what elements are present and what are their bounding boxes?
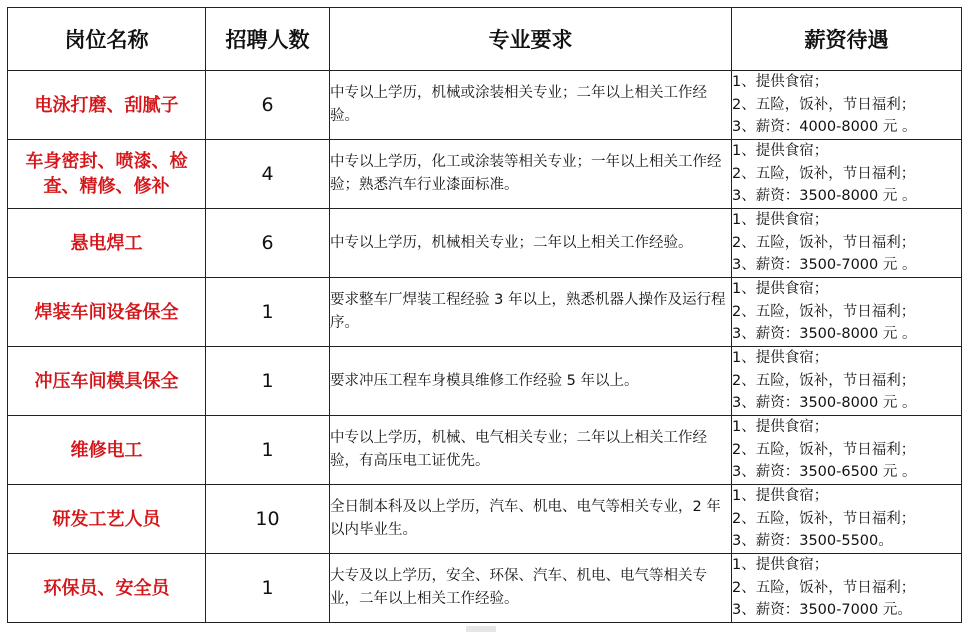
benefit-line: 1、提供食宿；	[732, 350, 829, 367]
benefits-cell	[732, 416, 962, 485]
benefits-cell	[732, 554, 962, 623]
benefits-cell	[732, 140, 962, 209]
hire-count: 6	[206, 71, 330, 140]
benefit-line: 2、五险，饭补，节日福利；	[732, 96, 916, 113]
hire-count: 4	[206, 140, 330, 209]
benefit-line: 1、提供食宿；	[732, 212, 829, 229]
benefits-cell	[732, 71, 962, 140]
benefits-cell	[732, 209, 962, 278]
requirements-text: 全日制本科及以上学历，汽车、机电、电气等相关专业，2 年以内毕业生。	[330, 485, 732, 554]
benefit-line: 2、五险，饭补，节日福利；	[732, 234, 916, 251]
benefit-line: 3、薪资：3500-7000 元。	[732, 602, 912, 619]
benefit-line: 1、提供食宿；	[732, 419, 829, 436]
table-row	[8, 209, 962, 278]
benefit-line: 2、五险，饭补，节日福利；	[732, 372, 916, 389]
benefit-line: 3、薪资：4000-8000 元 。	[732, 119, 917, 136]
benefits-cell	[732, 485, 962, 554]
benefit-line: 2、五险，饭补，节日福利；	[732, 510, 916, 527]
table-row	[8, 140, 962, 209]
position-name: 悬电焊工	[8, 209, 206, 278]
hire-count: 1	[206, 347, 330, 416]
position-name: 焊装车间设备保全	[8, 278, 206, 347]
position-name: 环保员、安全员	[8, 554, 206, 623]
hire-count: 1	[206, 416, 330, 485]
benefit-line: 1、提供食宿；	[732, 488, 829, 505]
benefit-line: 2、五险，饭补，节日福利；	[732, 441, 916, 458]
benefit-line: 2、五险，饭补，节日福利；	[732, 579, 916, 596]
table-row	[8, 278, 962, 347]
table-row	[8, 71, 962, 140]
position-name: 研发工艺人员	[8, 485, 206, 554]
table-header-row	[8, 8, 962, 71]
benefit-line: 1、提供食宿；	[732, 281, 829, 298]
hire-count: 1	[206, 554, 330, 623]
table-row	[8, 416, 962, 485]
benefit-line: 3、薪资：3500-7000 元 。	[732, 257, 917, 274]
table-row	[8, 347, 962, 416]
requirements-text: 要求整车厂焊装工程经验 3 年以上，熟悉机器人操作及运行程序。	[330, 278, 732, 347]
table-row	[8, 485, 962, 554]
benefit-line: 3、薪资：3500-6500 元 。	[732, 464, 917, 481]
requirements-text: 大专及以上学历，安全、环保、汽车、机电、电气等相关专业，二年以上相关工作经验。	[330, 554, 732, 623]
scroll-indicator	[466, 626, 496, 632]
benefit-line: 2、五险，饭补，节日福利；	[732, 303, 916, 320]
benefit-line: 3、薪资：3500-8000 元 。	[732, 395, 917, 412]
benefit-line: 1、提供食宿；	[732, 143, 829, 160]
benefit-line: 1、提供食宿；	[732, 74, 829, 91]
benefit-line: 2、五险，饭补，节日福利；	[732, 165, 916, 182]
recruitment-table	[7, 7, 962, 623]
table-row	[8, 554, 962, 623]
header-requirements: 专业要求	[330, 8, 732, 71]
header-count: 招聘人数	[206, 8, 330, 71]
position-name: 冲压车间模具保全	[8, 347, 206, 416]
benefit-line: 3、薪资：3500-8000 元 。	[732, 188, 917, 205]
position-name: 维修电工	[8, 416, 206, 485]
position-name: 电泳打磨、刮腻子	[8, 71, 206, 140]
hire-count: 1	[206, 278, 330, 347]
requirements-text: 要求冲压工程车身模具维修工作经验 5 年以上。	[330, 347, 732, 416]
benefit-line: 3、薪资：3500-8000 元 。	[732, 326, 917, 343]
benefit-line: 3、薪资：3500-5500。	[732, 533, 893, 550]
table-body	[8, 71, 962, 623]
benefit-line: 1、提供食宿；	[732, 557, 829, 574]
recruitment-table-container	[7, 7, 962, 623]
header-benefits: 薪资待遇	[732, 8, 962, 71]
requirements-text: 中专以上学历，机械或涂装相关专业；二年以上相关工作经验。	[330, 71, 732, 140]
benefits-cell	[732, 347, 962, 416]
position-name: 车身密封、喷漆、检查、精修、修补	[8, 140, 206, 209]
requirements-text: 中专以上学历，化工或涂装等相关专业；一年以上相关工作经验；熟悉汽车行业漆面标准。	[330, 140, 732, 209]
hire-count: 10	[206, 485, 330, 554]
header-position: 岗位名称	[8, 8, 206, 71]
hire-count: 6	[206, 209, 330, 278]
requirements-text: 中专以上学历，机械、电气相关专业；二年以上相关工作经验，有高压电工证优先。	[330, 416, 732, 485]
requirements-text: 中专以上学历，机械相关专业；二年以上相关工作经验。	[330, 209, 732, 278]
benefits-cell	[732, 278, 962, 347]
